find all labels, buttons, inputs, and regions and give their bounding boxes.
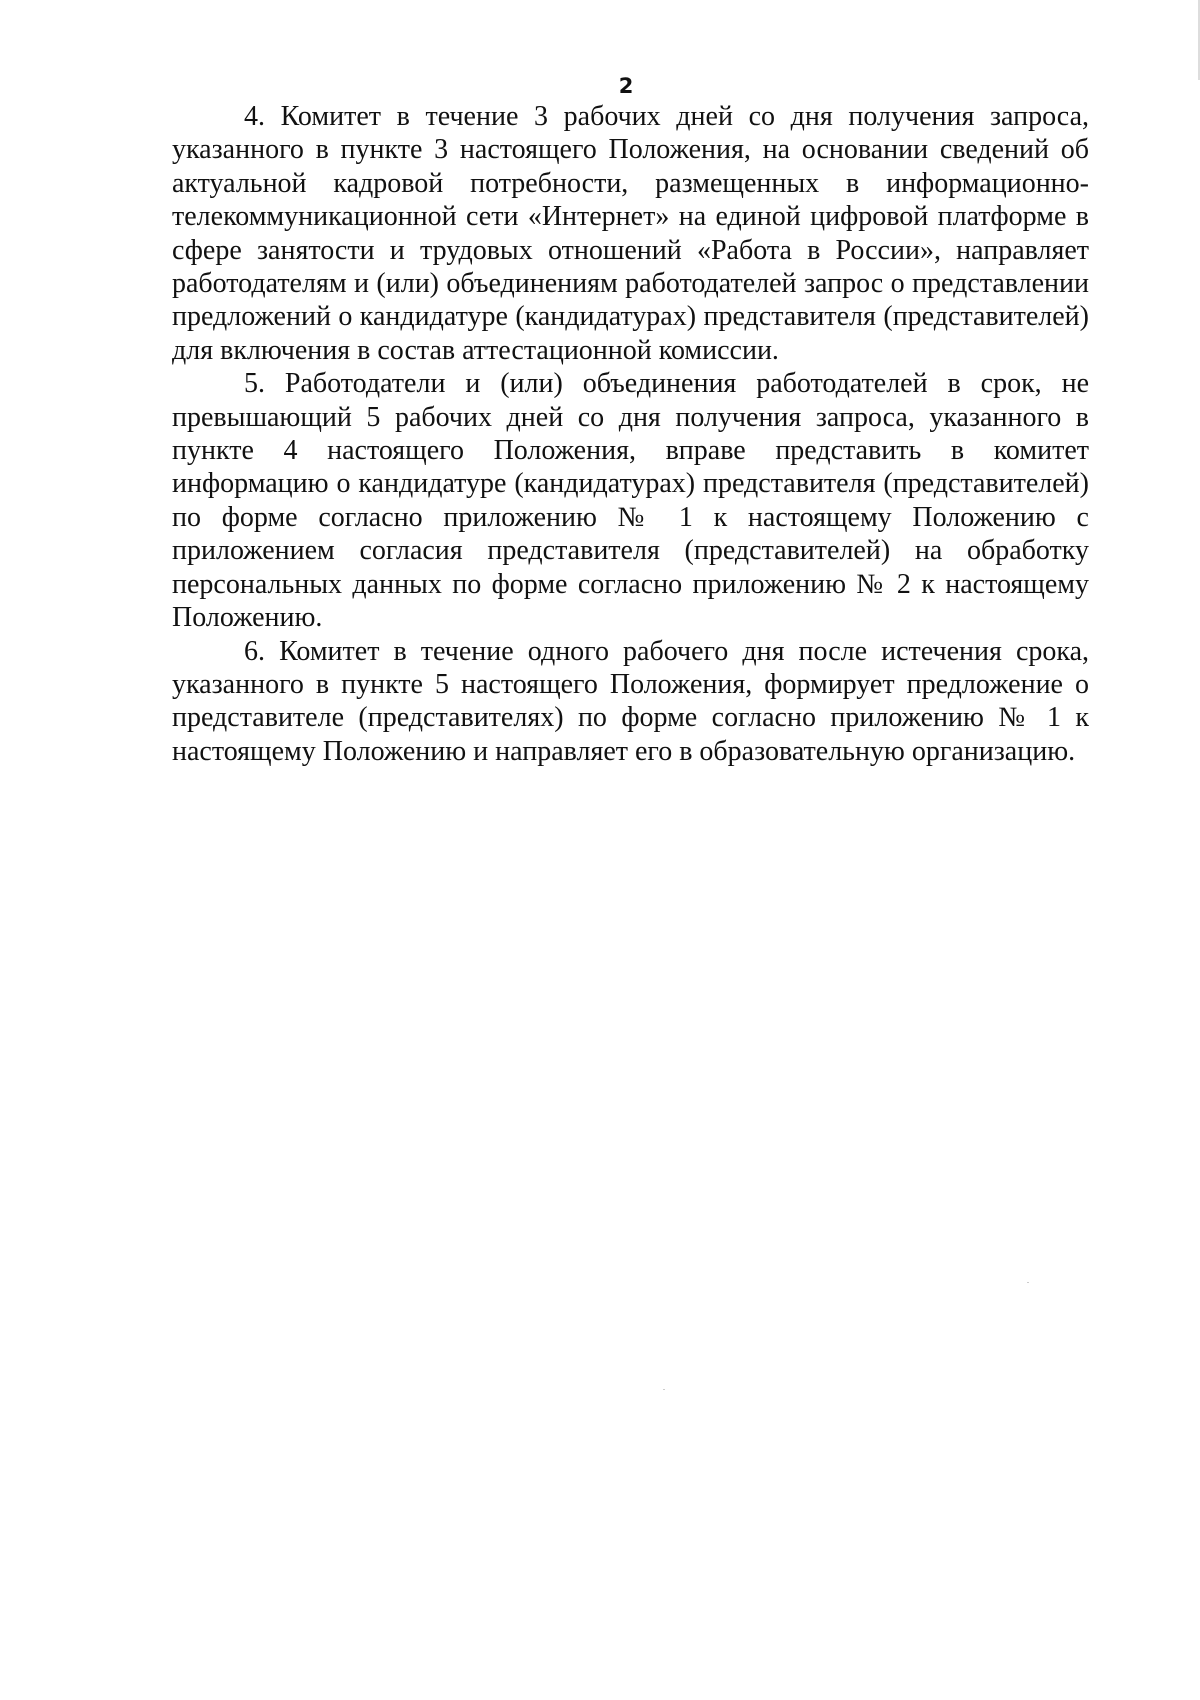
scan-speck — [1027, 1282, 1029, 1283]
paragraph-item-5: 5. Работодатели и (или) объединения работодателей в срок, не превышающий 5 рабочих дней со дня получения запроса, указанного в пункте 4 настоящего Положения, вправе представить в комитет информацию о кандидатуре (кандидатурах) представителя (представителей) по форме согласно приложению № 1 к настоящему Положению с приложением согласия представителя (представителей) на обработку персональных данных по форме согласно приложению № 2 к настоящему Положению. — [172, 368, 1089, 634]
document-body — [172, 100, 1089, 768]
paragraph-item-6: 6. Комитет в течение одного рабочего дня после истечения срока, указанного в пункте 5 настоящего Положения, формирует предложение о представителе (представителях) по форме согласно приложению № 1 к настоящему Положению и направляет его в образовательную организацию. — [172, 635, 1089, 767]
paragraph-item-4: 4. Комитет в течение 3 рабочих дней со дня получения запроса, указанного в пункте 3 настоящего Положения, на основании сведений об актуальной кадровой потребности, размещенных в информационно-телекоммуникационной сети «Интернет» на единой цифровой платформе в сфере занятости и трудовых отношений «Работа в России», направляет работодателям и (или) объединениям работодателей запрос о представлении предложений о кандидатуре (кандидатурах) представителя (представителей) для включения в состав аттестационной комиссии. — [172, 101, 1089, 366]
scan-speck — [663, 1389, 665, 1390]
page-number: 2 — [618, 74, 634, 98]
